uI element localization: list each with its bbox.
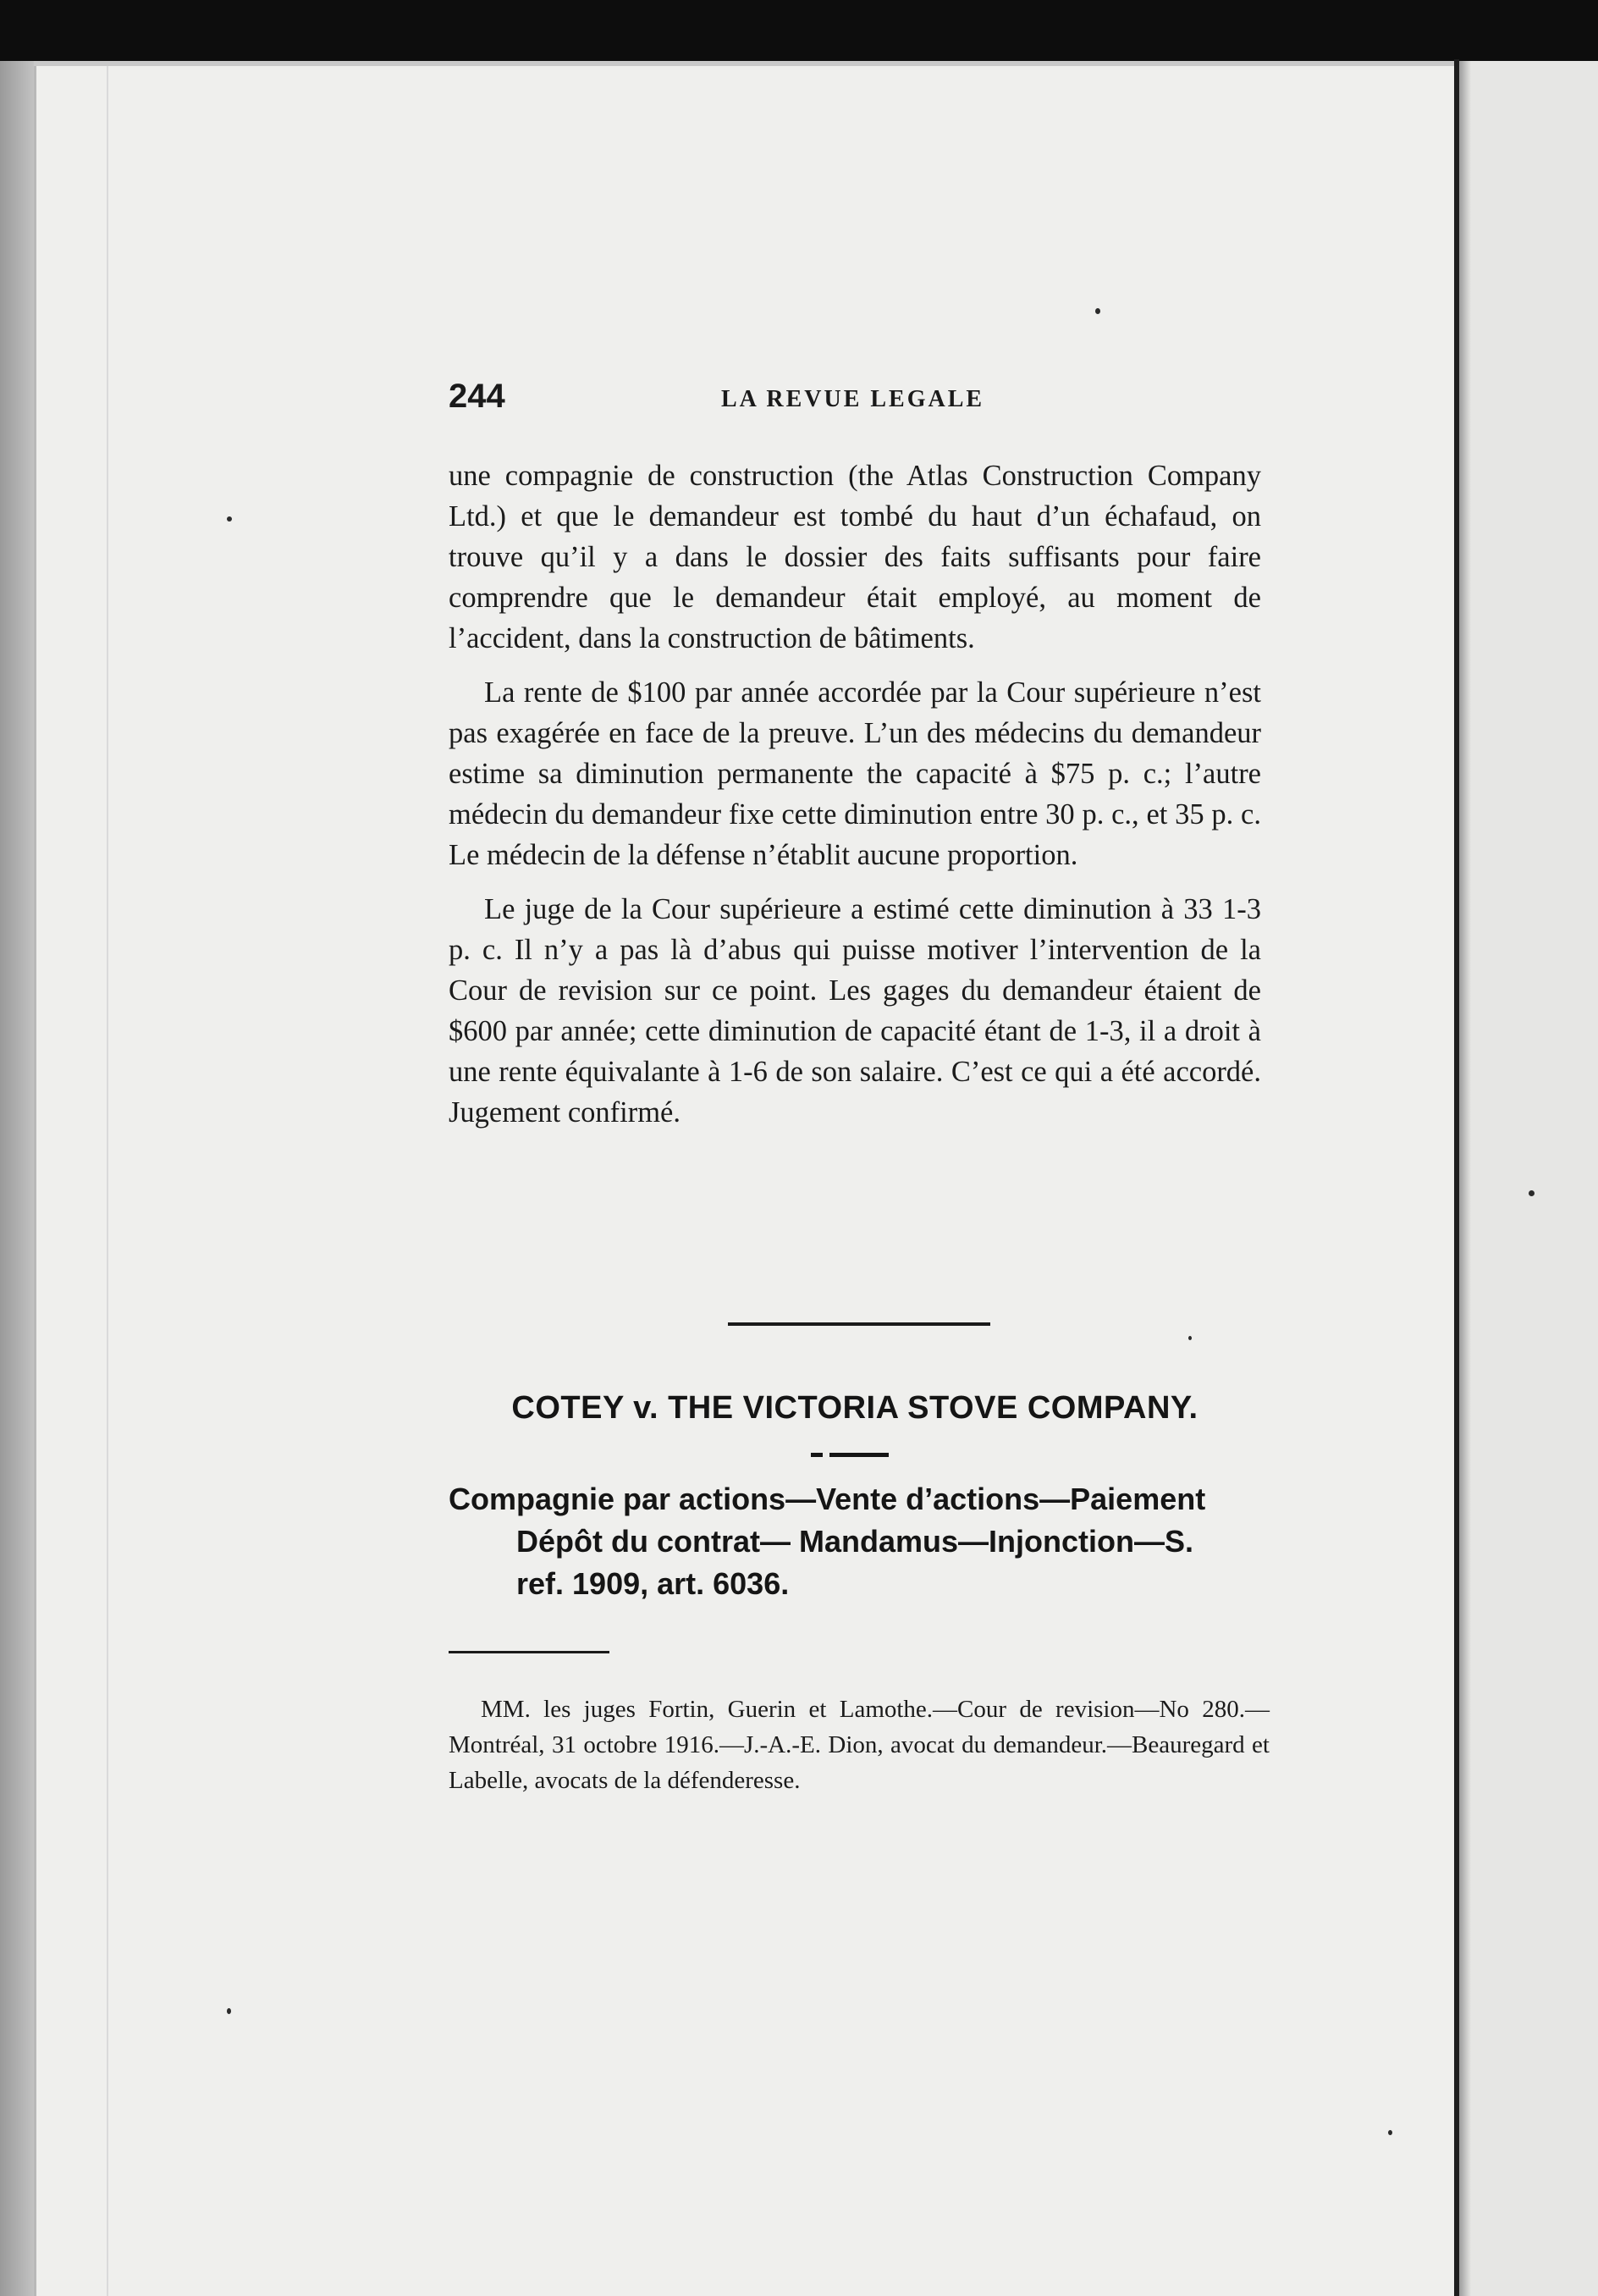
page-margin-line xyxy=(107,66,108,2296)
case-title: COTEY v. THE VICTORIA STOVE COMPANY. xyxy=(511,1390,1198,1426)
scan-speck xyxy=(1095,308,1100,314)
scan-speck xyxy=(1188,1336,1192,1340)
scan-speck xyxy=(227,2008,231,2014)
paragraph: La rente de $100 par année accordée par la Cour supérieure n’est pas exagérée en face de la preuve. L’un des médecins du demandeur estime sa diminution permanente the capacité à $75 p. c.; l’autre médecin du demandeur fixe cette diminution entre 30 p. c., et 35 p. c. Le médecin de la défense n’établit aucune proportion. xyxy=(449,676,1261,871)
body-text xyxy=(449,455,1261,1146)
running-head xyxy=(449,378,1265,423)
adjacent-page xyxy=(1459,61,1598,2296)
section-divider xyxy=(728,1322,990,1326)
title-dash xyxy=(829,1453,889,1457)
scan-speck xyxy=(1388,2130,1392,2135)
headnote-line: Compagnie par actions—Vente d’actions—Paiement xyxy=(449,1482,1206,1516)
footnote xyxy=(449,1692,1270,1798)
binding-edge xyxy=(0,61,34,2296)
headnote-line: Dépôt du contrat— Mandamus—Injonction—S. xyxy=(516,1524,1193,1559)
footnote-divider xyxy=(449,1651,609,1653)
headnote xyxy=(449,1478,1278,1605)
scan-speck xyxy=(227,516,232,522)
adjacent-page-shadow xyxy=(1459,61,1471,2296)
journal-title: LA REVUE LEGALE xyxy=(721,386,985,412)
page-number: 244 xyxy=(449,378,505,415)
paragraph: une compagnie de construction (the Atlas Construction Company Ltd.) et que le demandeur est tombé du haut d’un échafaud, on trouve qu’il y a dans le dossier des faits suffisants pour faire comprendre que le demandeur était employé, au moment de l’accident, dans la construction de bâtiments. xyxy=(449,460,1261,654)
footnote-text: MM. les juges Fortin, Guerin et Lamothe.—Cour de revision—No 280.—Montréal, 31 octobre 1916.—J.-A.-E. Dion, avocat du demandeur.—Beauregard et Labelle, avocats de la défenderesse. xyxy=(449,1696,1270,1794)
scan-speck xyxy=(1529,1190,1535,1196)
headnote-line: ref. 1909, art. 6036. xyxy=(516,1566,790,1601)
paragraph: Le juge de la Cour supérieure a estimé cette diminution à 33 1-3 p. c. Il n’y a pas là d’abus qui puisse motiver l’intervention de la Cour de revision sur ce point. Les gages du demandeur étaient de $600 par année; cette diminution de capacité étant de 1-3, il a droit à une rente équivalante à 1-6 de son salaire. C’est ce qui a été accordé. Jugement confirmé. xyxy=(449,893,1261,1129)
